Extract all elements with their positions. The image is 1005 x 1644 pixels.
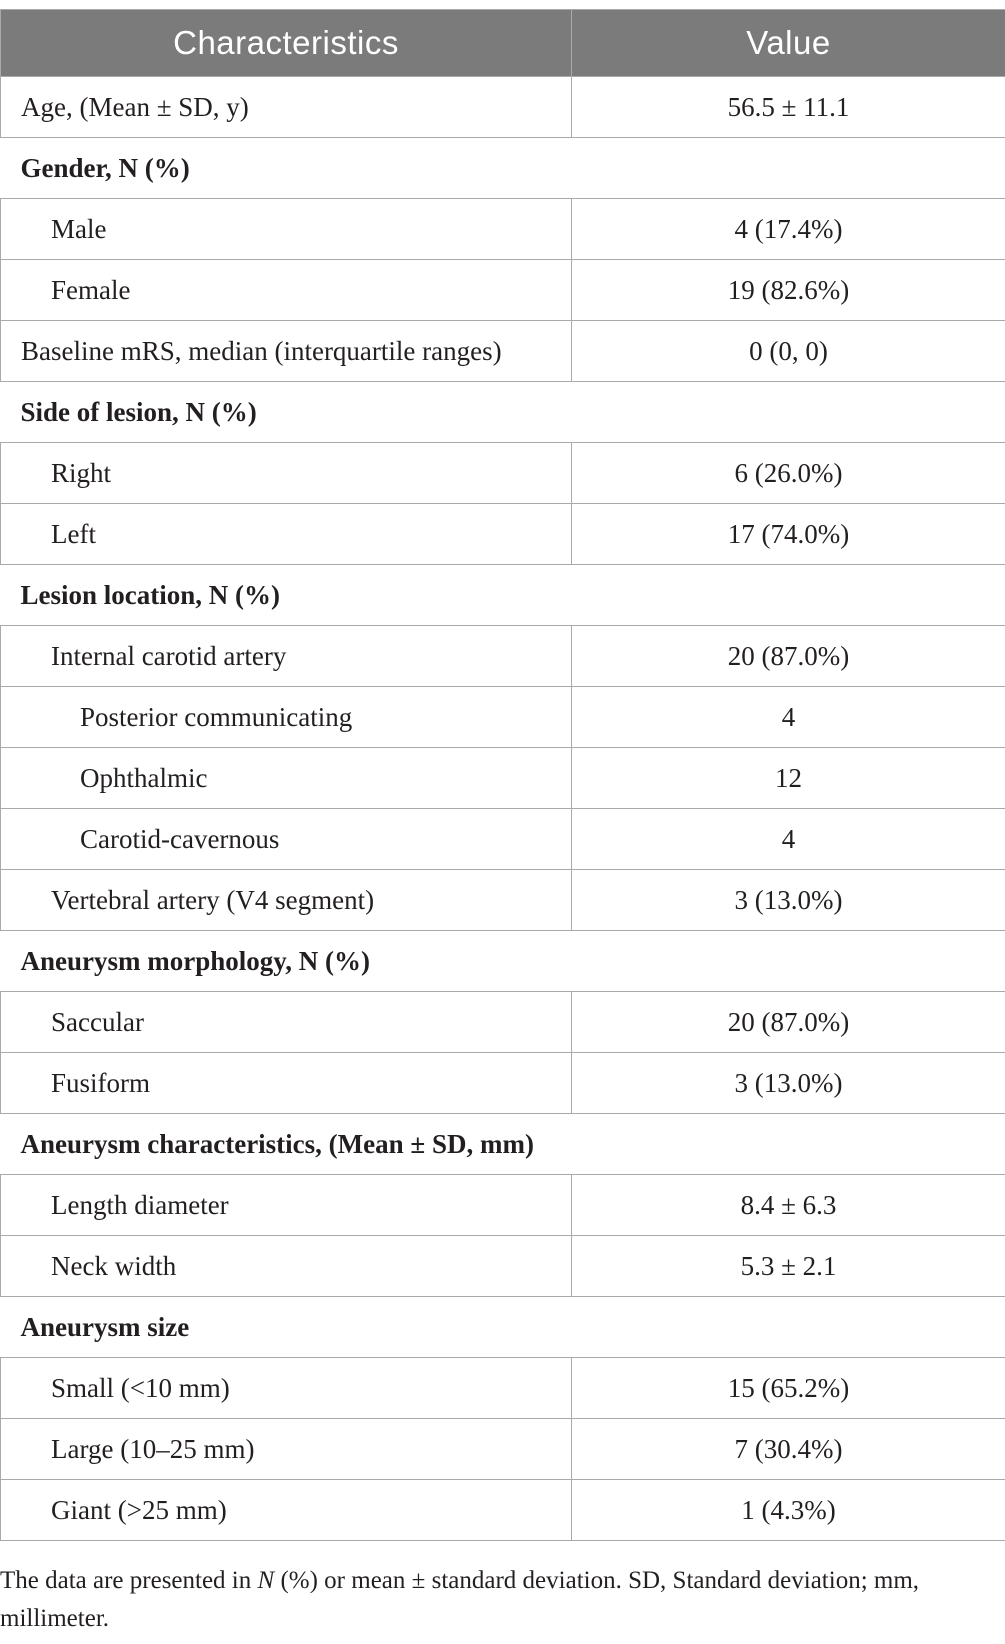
section-heading: Gender, N (%) <box>1 138 1005 199</box>
table-row <box>1 321 1005 382</box>
characteristics-table-container <box>0 9 1005 1541</box>
section-heading: Aneurysm characteristics, (Mean ± SD, mm) <box>1 1114 1005 1175</box>
section-heading: Lesion location, N (%) <box>1 565 1005 626</box>
table-row <box>1 443 1005 504</box>
row-value: 12 <box>572 748 1005 809</box>
table-row <box>1 1053 1005 1114</box>
row-label: Internal carotid artery <box>1 626 572 687</box>
row-label: Fusiform <box>1 1053 572 1114</box>
row-value: 17 (74.0%) <box>572 504 1005 565</box>
table-header-row <box>1 10 1005 77</box>
row-value: 0 (0, 0) <box>572 321 1005 382</box>
table-row <box>1 870 1005 931</box>
row-label: Giant (>25 mm) <box>1 1480 572 1541</box>
row-value: 5.3 ± 2.1 <box>572 1236 1005 1297</box>
row-label: Vertebral artery (V4 segment) <box>1 870 572 931</box>
table-section-row <box>1 565 1005 626</box>
table-row <box>1 992 1005 1053</box>
table-row <box>1 809 1005 870</box>
footnote-text-2: (%) or mean ± standard deviation. SD, Standard deviation; mm, millimeter. <box>0 1567 920 1632</box>
table-row <box>1 1236 1005 1297</box>
table-row <box>1 504 1005 565</box>
row-label: Female <box>1 260 572 321</box>
row-label: Neck width <box>1 1236 572 1297</box>
table-row <box>1 1419 1005 1480</box>
table-row <box>1 687 1005 748</box>
table-row <box>1 1358 1005 1419</box>
table-section-row <box>1 382 1005 443</box>
table-row <box>1 1480 1005 1541</box>
header-value: Value <box>572 10 1005 77</box>
row-value: 8.4 ± 6.3 <box>572 1175 1005 1236</box>
row-value: 4 (17.4%) <box>572 199 1005 260</box>
row-value: 20 (87.0%) <box>572 626 1005 687</box>
table-section-row <box>1 931 1005 992</box>
section-heading: Aneurysm morphology, N (%) <box>1 931 1005 992</box>
row-label: Male <box>1 199 572 260</box>
row-label: Age, (Mean ± SD, y) <box>1 77 572 138</box>
row-label: Large (10–25 mm) <box>1 1419 572 1480</box>
row-value: 1 (4.3%) <box>572 1480 1005 1541</box>
row-value: 4 <box>572 687 1005 748</box>
footnote-text-1: The data are presented in <box>0 1567 258 1594</box>
section-heading: Aneurysm size <box>1 1297 1005 1358</box>
row-value: 6 (26.0%) <box>572 443 1005 504</box>
row-label: Small (<10 mm) <box>1 1358 572 1419</box>
row-value: 56.5 ± 11.1 <box>572 77 1005 138</box>
row-label: Baseline mRS, median (interquartile ranges) <box>1 321 572 382</box>
row-value: 20 (87.0%) <box>572 992 1005 1053</box>
table-section-row <box>1 1114 1005 1175</box>
table-row <box>1 199 1005 260</box>
row-label: Ophthalmic <box>1 748 572 809</box>
row-label: Left <box>1 504 572 565</box>
footnote-italic-n: N <box>257 1567 275 1594</box>
header-characteristics: Characteristics <box>1 10 572 77</box>
table-row <box>1 626 1005 687</box>
table-row <box>1 77 1005 138</box>
table-body <box>1 77 1005 1541</box>
row-value: 15 (65.2%) <box>572 1358 1005 1419</box>
row-label: Right <box>1 443 572 504</box>
table-section-row <box>1 1297 1005 1358</box>
table-row <box>1 1175 1005 1236</box>
table-row <box>1 748 1005 809</box>
section-heading: Side of lesion, N (%) <box>1 382 1005 443</box>
row-value: 3 (13.0%) <box>572 870 1005 931</box>
characteristics-table <box>0 9 1005 1541</box>
table-section-row <box>1 138 1005 199</box>
row-value: 7 (30.4%) <box>572 1419 1005 1480</box>
row-value: 4 <box>572 809 1005 870</box>
row-label: Carotid-cavernous <box>1 809 572 870</box>
table-footnote <box>0 1562 1000 1638</box>
row-label: Posterior communicating <box>1 687 572 748</box>
row-label: Saccular <box>1 992 572 1053</box>
row-value: 3 (13.0%) <box>572 1053 1005 1114</box>
row-value: 19 (82.6%) <box>572 260 1005 321</box>
table-row <box>1 260 1005 321</box>
row-label: Length diameter <box>1 1175 572 1236</box>
